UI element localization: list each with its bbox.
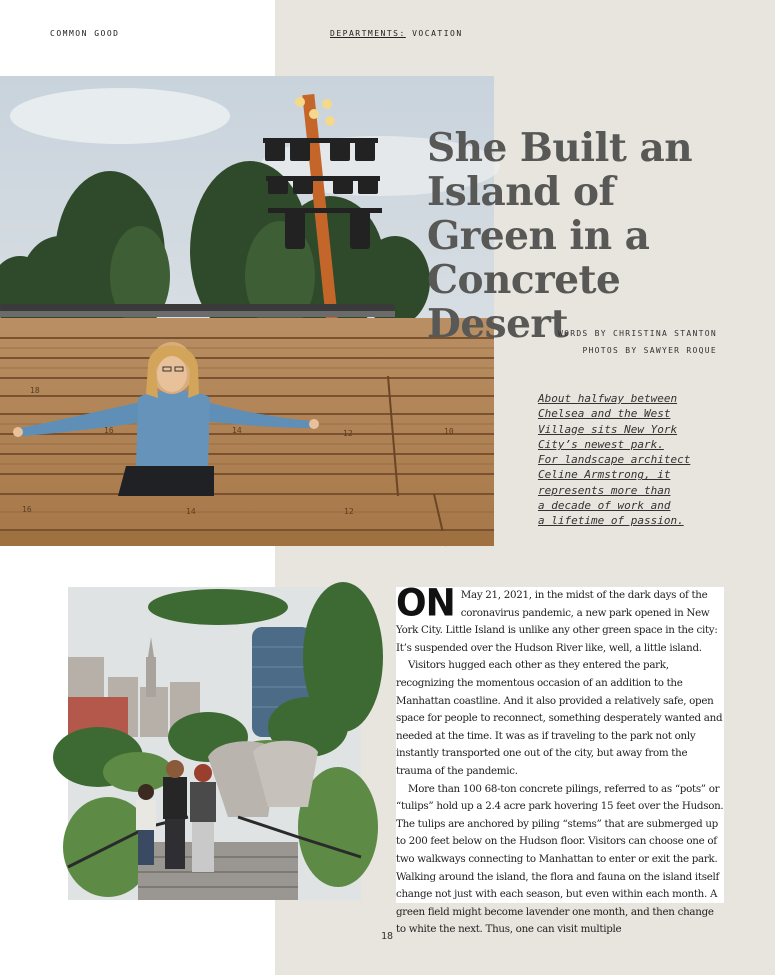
- bench-number: 18: [30, 386, 40, 395]
- dek-line: represents more than: [538, 483, 671, 497]
- bench-number: 12: [343, 429, 353, 438]
- hero-photo: [0, 76, 494, 546]
- dek-line: About halfway between: [538, 392, 678, 405]
- words-by-credit: WORDS BY CHRISTINA STANTON: [557, 329, 717, 338]
- dek-line: City’s newest park.: [538, 437, 664, 451]
- bench-number: 16: [22, 505, 32, 514]
- article-title: She Built an Island of Green in a Concrete Desert: [427, 125, 693, 347]
- article-dek: [538, 391, 728, 529]
- bench-number: 14: [232, 426, 242, 435]
- hero-photo-illustration: [0, 76, 494, 546]
- section-label: COMMON GOOD: [50, 29, 120, 38]
- article-body: [396, 581, 724, 936]
- bench-number: 16: [104, 426, 114, 435]
- dek-line: Celine Armstrong, it: [538, 468, 671, 482]
- bench-number: 12: [344, 507, 354, 516]
- dek-line: For landscape architect: [538, 453, 691, 467]
- department-label: DEPARTMENTS:: [330, 29, 406, 38]
- body-paragraph: May 21, 2021, in the midst of the dark days of the coronavirus pandemic, a new park opened in New York City. Little Island is unlike any other green space in the city: It’s suspended over the Hudson River like, well, a little island.: [396, 589, 718, 654]
- park-walkway-photo: [68, 587, 361, 900]
- photos-by-credit: PHOTOS BY SAWYER ROQUE: [582, 346, 717, 355]
- drop-cap: ON: [396, 581, 455, 625]
- dek-line: a decade of work and: [538, 499, 671, 513]
- department-header: [330, 29, 463, 38]
- dek-line: a lifetime of passion.: [538, 514, 684, 528]
- body-paragraph: More than 100 68-ton concrete pilings, referred to as “pots” or “tulips” hold up a 2.4 acre park hovering 15 feet over the Hudson. The tulips are anchored by piling “stems” that are submerged up to 200 feet below on the Hudson floor. Visitors can choose one of two walkways connecting to Manhattan to enter or exit the park. Walking around the island, the flora and fauna on the island itself change not just with each season, but even within each month. A green field might become lavender one month, and then change to white the next. Thus, one can visit multiple: [396, 782, 724, 936]
- dek-line: Village sits New York: [538, 422, 678, 436]
- body-paragraph: Visitors hugged each other as they entered the park, recognizing the momentous occasion of an addition to the Manhattan coastline. And it also provided a relatively safe, open space for people to reconnect, something desperately wanted and needed at the time. It was as if traveling to the park not only instantly transported one out of the city, but away from the trauma of the pandemic.: [396, 659, 723, 777]
- park-walkway-illustration: [68, 587, 361, 900]
- dek-line: Chelsea and the West: [538, 407, 671, 421]
- department-name: VOCATION: [405, 29, 463, 38]
- page-number: 18: [381, 931, 394, 942]
- bench-number: 10: [444, 427, 454, 436]
- bench-number: 14: [186, 507, 196, 516]
